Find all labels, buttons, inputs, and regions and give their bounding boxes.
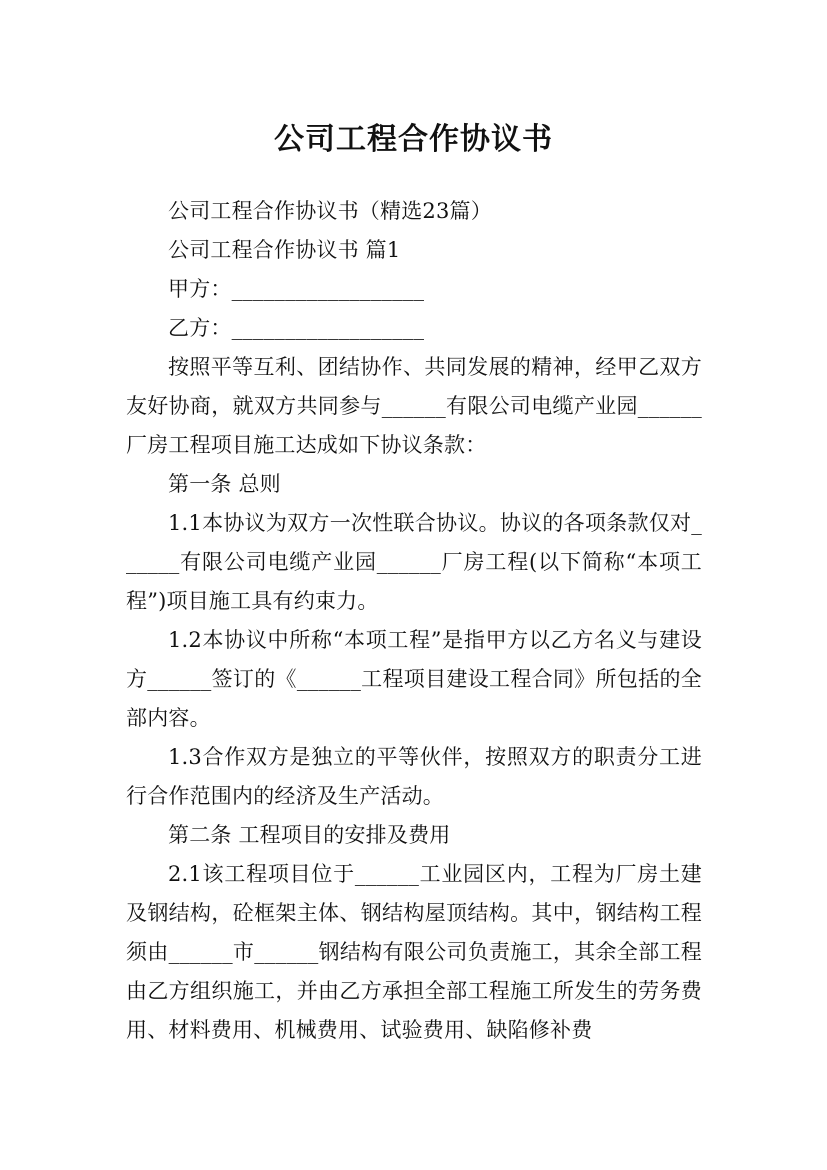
paragraph-party-a: 甲方：__________________	[168, 277, 425, 301]
paragraph-clause-1-3: 1.3合作双方是独立的平等伙伴，按照双方的职责分工进行合作范围内的经济及生产活动。	[126, 745, 702, 808]
paragraph-preamble: 按照平等互利、团结协作、共同发展的精神，经甲乙双方友好协商，就双方共同参与______有限公司电缆产业园______厂房工程项目施工达成如下协议条款：	[126, 355, 702, 457]
document-body	[126, 192, 702, 1050]
paragraph-clause-2-1: 2.1该工程项目位于______工业园区内，工程为厂房土建及钢结构，砼框架主体、钢结构屋顶结构。其中，钢结构工程须由______市______钢结构有限公司负责施工，其余全部工程由乙方组织施工，并由乙方承担全部工程施工所发生的劳务费用、材料费用、机械费用、试验费用、缺陷修补费	[126, 862, 702, 1042]
paragraph-subtitle: 公司工程合作协议书（精选23篇）	[168, 199, 492, 223]
paragraph-article-2-heading: 第二条 工程项目的安排及费用	[168, 823, 451, 847]
paragraph-part-heading: 公司工程合作协议书 篇1	[168, 238, 401, 262]
paragraph-clause-1-1: 1.1本协议为双方一次性联合协议。协议的各项条款仅对______有限公司电缆产业园______厂房工程(以下简称“本项工程”)项目施工具有约束力。	[126, 511, 702, 613]
paragraph-clause-1-2: 1.2本协议中所称“本项工程”是指甲方以乙方名义与建设方______签订的《______工程项目建设工程合同》所包括的全部内容。	[126, 628, 702, 730]
paragraph-party-b: 乙方：__________________	[168, 316, 425, 340]
paragraph-article-1-heading: 第一条 总则	[168, 472, 281, 496]
document-title: 公司工程合作协议书	[274, 122, 553, 158]
